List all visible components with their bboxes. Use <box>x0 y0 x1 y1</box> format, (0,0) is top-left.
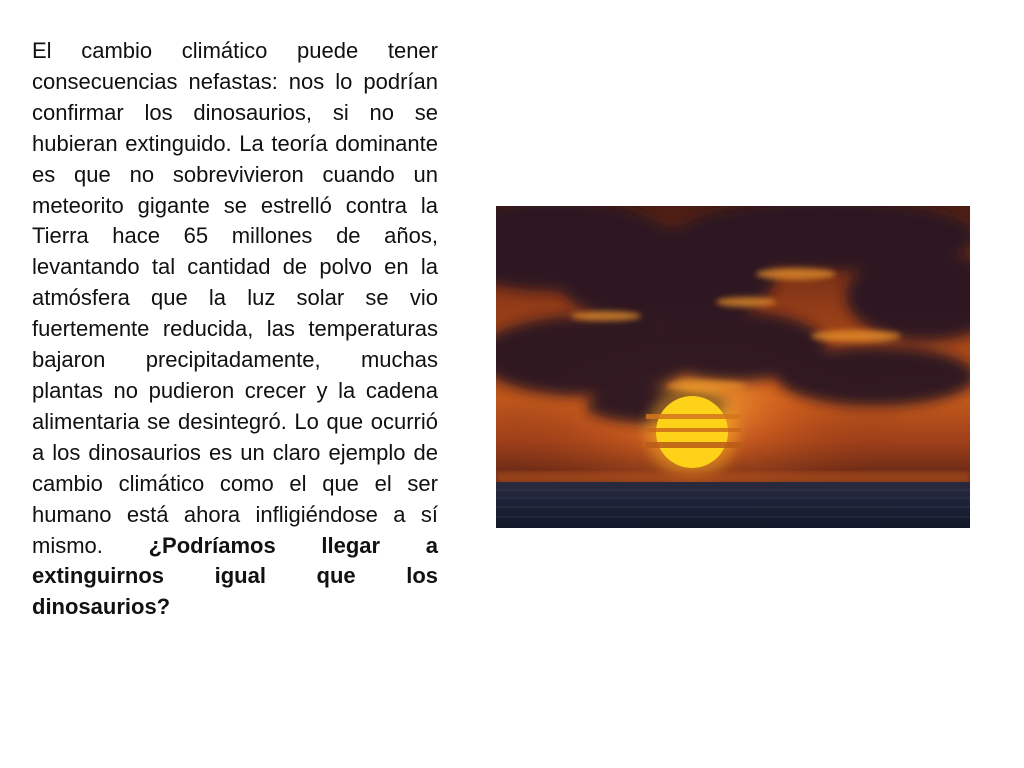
sunset-illustration <box>496 206 970 528</box>
sea <box>496 482 970 528</box>
sunset-photo <box>496 206 970 528</box>
body-text: El cambio climático puede tener consecuencias nefastas: nos lo podrían confirmar los dinosaurios, si no se hubieran extinguido. La teoría dominante es que no sobrevivieron cuando un meteorito gigante se estrelló contra la Tierra hace 65 millones de años, levantando tal cantidad de polvo en la atmósfera que la luz solar se vio fuertemente reducida, las temperaturas bajaron precipitadamente, muchas plantas no pudieron crecer y la cadena alimentaria se desintegró. Lo que ocurrió a los dinosaurios es un claro ejemplo de cambio climático como el que el ser humano está ahora infligiéndose a sí mismo. <box>32 38 438 558</box>
closing-question: ¿Podríamos llegar a extinguirnos igual que los dinosaurios? <box>32 532 438 620</box>
body-paragraph <box>32 36 438 623</box>
